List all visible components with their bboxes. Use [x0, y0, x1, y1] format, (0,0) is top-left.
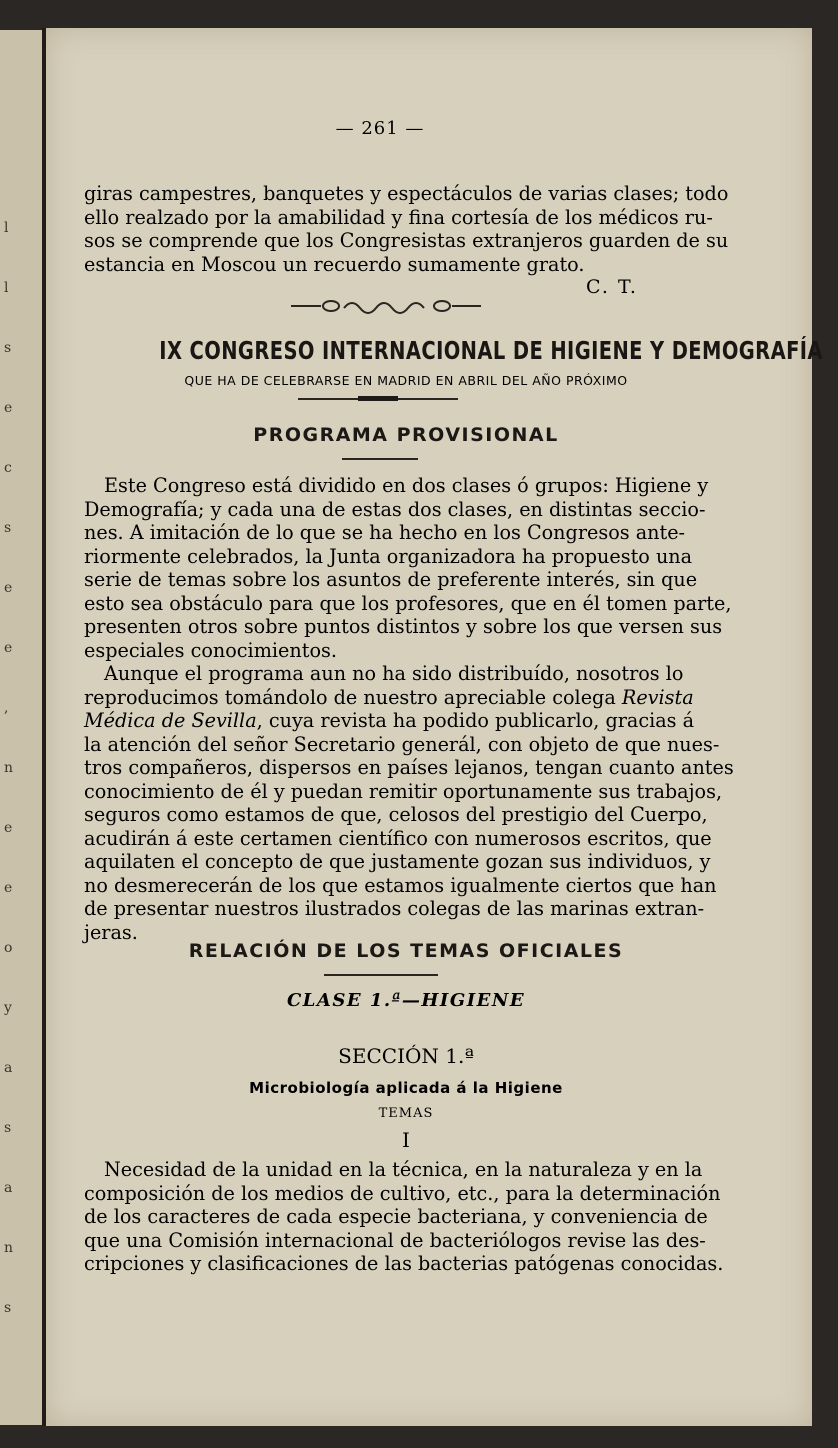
- text-line: ello realzado por la amabilidad y fina cortesía de los médicos ru-: [84, 205, 713, 229]
- page-number: — 261 —: [335, 118, 425, 139]
- text-line: Demografía; y cada una de estas dos clases, en distintas seccio-: [84, 497, 706, 521]
- ornament-icon: [286, 296, 486, 316]
- programa-heading: PROGRAMA PROVISIONAL: [253, 424, 559, 446]
- facing-page-fragment: a: [4, 1060, 13, 1076]
- facing-page-edge: [0, 30, 44, 1425]
- text-line: especiales conocimientos.: [84, 638, 337, 662]
- text-line: composición de los medios de cultivo, etc., para la determinación: [84, 1181, 721, 1205]
- title-rule: [298, 398, 458, 400]
- facing-page-fragment: ,: [4, 700, 9, 716]
- text-line: nes. A imitación de lo que se ha hecho en los Congresos ante-: [84, 521, 686, 544]
- body-paragraph-1: [84, 474, 732, 662]
- facing-page-fragment: e: [4, 820, 13, 836]
- text-line: jeras.: [84, 920, 138, 944]
- tema-number: I: [402, 1128, 410, 1152]
- facing-page-fragment: e: [4, 880, 13, 896]
- facing-page-fragment: e: [4, 400, 13, 416]
- facing-page-fragment: l: [4, 220, 9, 236]
- facing-page-fragment: s: [4, 340, 12, 356]
- text-line: Aunque el programa aun no ha sido distribuído, nosotros lo: [104, 662, 684, 685]
- text-line: cripciones y clasificaciones de las bacterias patógenas conocidas.: [84, 1252, 724, 1275]
- facing-page-fragment: n: [4, 1240, 14, 1256]
- text-line: de presentar nuestros ilustrados colegas de las marinas extran-: [84, 897, 705, 920]
- seccion-heading: SECCIÓN 1.ª: [338, 1044, 474, 1068]
- temas-label: TEMAS: [378, 1106, 434, 1121]
- book-page: [46, 28, 823, 1426]
- intro-paragraph: [84, 182, 729, 276]
- clase-heading: CLASE 1.ª—HIGIENE: [286, 990, 526, 1011]
- tema-paragraph: [84, 1158, 724, 1276]
- facing-page-fragment: y: [4, 1000, 12, 1016]
- text-line: aquilaten el concepto de que justamente gozan sus individuos, y: [84, 850, 711, 873]
- facing-page-fragment: c: [4, 460, 12, 476]
- text-line: sos se comprende que los Congresistas extranjeros guarden de su: [84, 229, 729, 252]
- text-line: Necesidad de la unidad en la técnica, en la naturaleza y en la: [104, 1158, 703, 1181]
- text-line: Médica de Sevilla, cuya revista ha podido publicarlo, gracias á: [84, 709, 695, 732]
- text-line: estancia en Moscou un recuerdo sumamente grato.: [84, 252, 585, 276]
- relacion-heading: RELACIÓN DE LOS TEMAS OFICIALES: [188, 940, 624, 962]
- text-line: la atención del señor Secretario generál, con objeto de que nues-: [84, 732, 720, 756]
- programa-rule: [342, 458, 418, 460]
- ornament-divider: [286, 296, 486, 316]
- article-subtitle: QUE HA DE CELEBRARSE EN MADRID EN ABRIL DEL AÑO PRÓXIMO: [184, 373, 628, 388]
- text-line: presenten otros sobre puntos distintos y sobre los que versen sus: [84, 615, 723, 638]
- text-line: tros compañeros, dispersos en países lejanos, tengan cuanto antes: [84, 756, 734, 779]
- facing-page-fragment: a: [4, 1180, 13, 1196]
- text-line: conocimiento de él y puedan remitir oportunamente sus trabajos,: [84, 779, 723, 803]
- text-line: esto sea obstáculo para que los profesores, que en él tomen parte,: [84, 591, 732, 615]
- facing-page-fragment: o: [4, 940, 13, 956]
- article-title: IX CONGRESO INTERNACIONAL DE HIGIENE Y DEMOGRAFÍA: [159, 336, 823, 365]
- text-line: reproducimos tomándolo de nuestro apreciable colega Revista: [84, 685, 694, 709]
- facing-page-fragment: e: [4, 640, 13, 656]
- text-line: acudirán á este certamen científico con numerosos escritos, que: [84, 826, 712, 850]
- text-line: seguros como estamos de que, celosos del prestigio del Cuerpo,: [84, 803, 708, 826]
- relacion-rule: [324, 974, 438, 976]
- text-line: riormente celebrados, la Junta organizadora ha propuesto una: [84, 544, 693, 568]
- facing-page-fragment: s: [4, 1300, 12, 1316]
- text-line: serie de temas sobre los asuntos de preferente interés, sin que: [84, 568, 698, 591]
- facing-page-fragment: s: [4, 1120, 12, 1136]
- facing-page-fragment: l: [4, 280, 9, 296]
- text-line: que una Comisión internacional de bacteriólogos revise las des-: [84, 1228, 706, 1252]
- facing-page-fragment: s: [4, 520, 12, 536]
- signature: C. T.: [586, 276, 638, 298]
- facing-page-fragment: n: [4, 760, 14, 776]
- text-line: de los caracteres de cada especie bacteriana, y conveniencia de: [84, 1205, 708, 1228]
- text-line: no desmerecerán de los que estamos igualmente ciertos que han: [84, 873, 717, 897]
- text-line: giras campestres, banquetes y espectáculos de varias clases; todo: [84, 182, 729, 205]
- seccion-subject: Microbiología aplicada á la Higiene: [249, 1079, 563, 1097]
- text-line: Este Congreso está dividido en dos clases ó grupos: Higiene y: [104, 474, 709, 497]
- facing-page-fragment: e: [4, 580, 13, 596]
- body-paragraph-2: [84, 662, 734, 944]
